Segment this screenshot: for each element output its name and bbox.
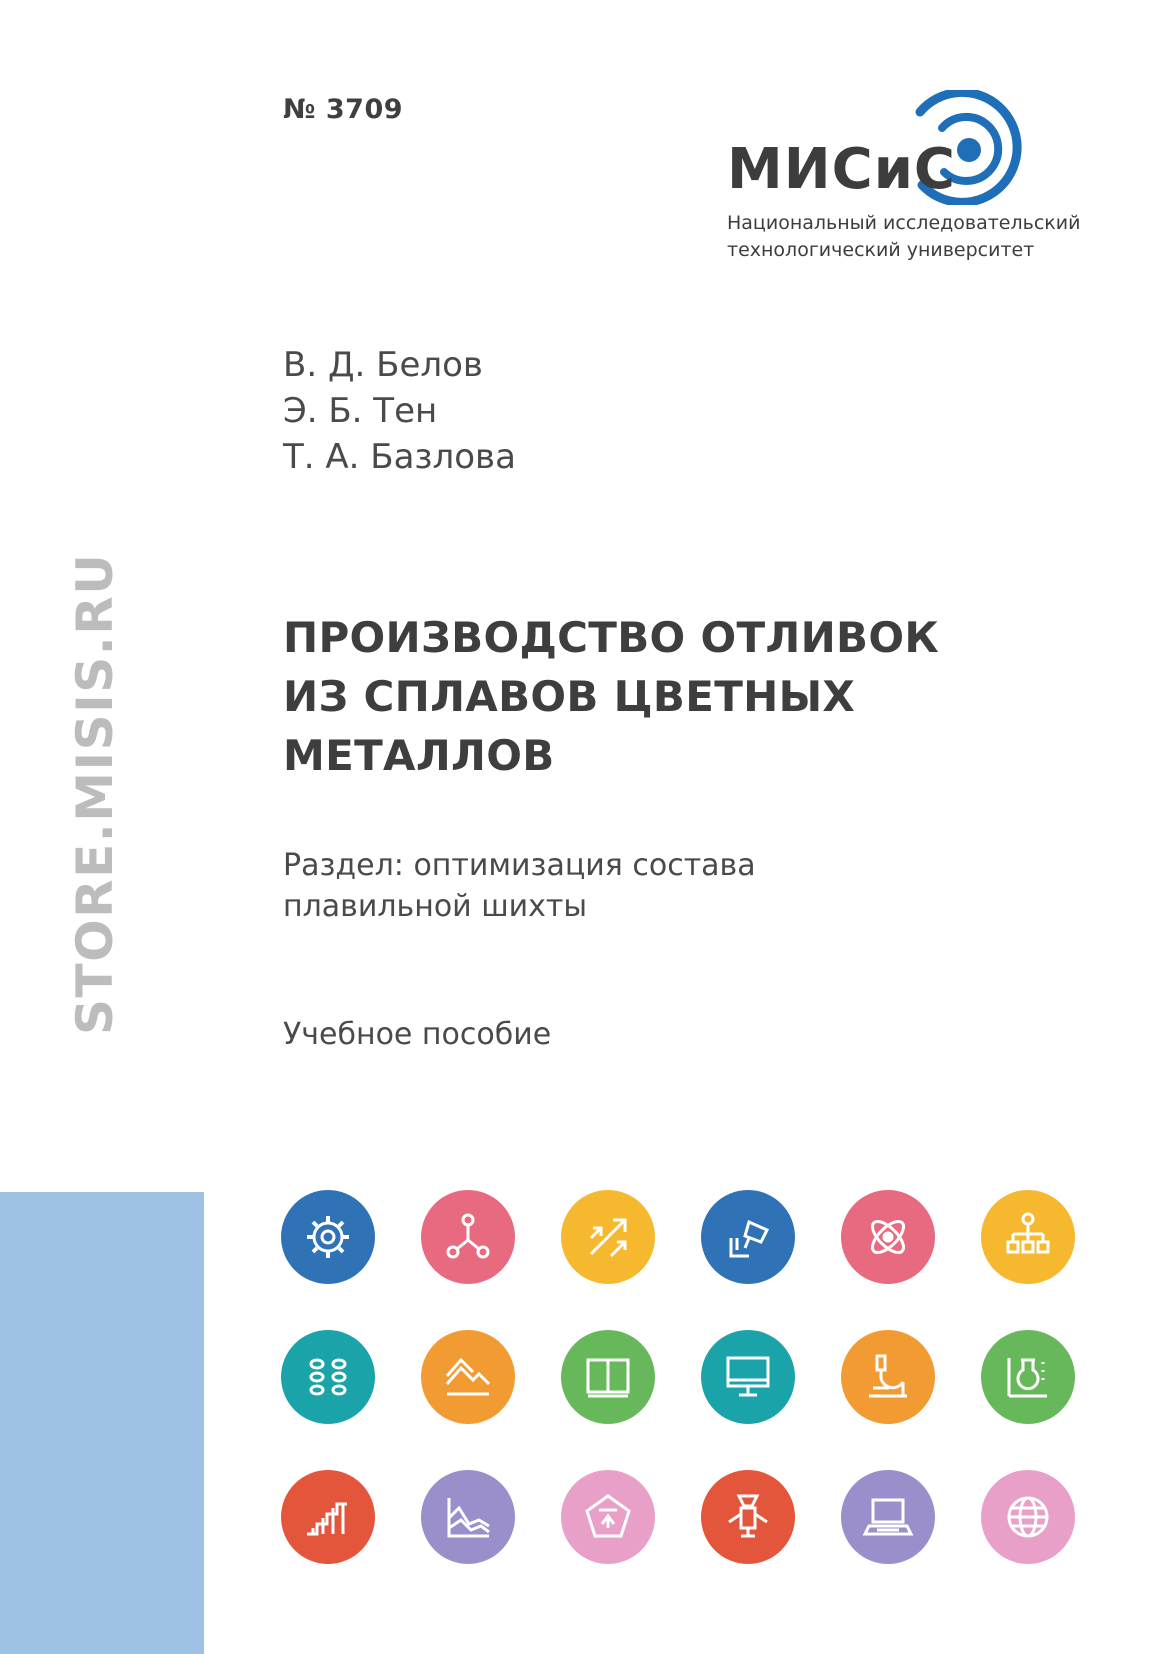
globe-icon <box>981 1470 1075 1564</box>
logo-wordmark: МИСиС <box>727 137 957 202</box>
network-nodes-icon <box>421 1190 515 1284</box>
book-icon <box>561 1330 655 1424</box>
hierarchy-icon <box>981 1190 1075 1284</box>
author: Т. А. Базлова <box>283 437 516 477</box>
author: В. Д. Белов <box>283 345 483 385</box>
flask-icon <box>981 1330 1075 1424</box>
stairs-icon <box>281 1470 375 1564</box>
title-line: МЕТАЛЛОВ <box>283 731 555 780</box>
gear-icon <box>281 1190 375 1284</box>
monitor-icon <box>701 1330 795 1424</box>
logo-subtitle <box>727 210 1080 264</box>
microscope-icon <box>841 1330 935 1424</box>
store-url-vertical: STORE.MISIS.RU <box>66 552 124 1035</box>
issue-number: № 3709 <box>283 94 404 125</box>
line-chart-icon <box>421 1470 515 1564</box>
atom-icon <box>841 1190 935 1284</box>
molecule-grid-icon <box>281 1330 375 1424</box>
logo-subtitle-line1: Национальный исследовательский <box>727 212 1081 234</box>
decorative-blue-bar <box>0 1192 204 1654</box>
university-logo <box>727 90 1097 265</box>
document-type: Учебное пособие <box>283 1017 552 1052</box>
book-subtitle <box>283 845 756 927</box>
title-line: ИЗ СПЛАВОВ ЦВЕТНЫХ <box>283 672 856 721</box>
robot-icon <box>701 1470 795 1564</box>
title-line: ПРОИЗВОДСТВО ОТЛИВОК <box>283 613 939 662</box>
pentagon-icon <box>561 1470 655 1564</box>
logo-subtitle-line2: технологический университет <box>727 239 1035 261</box>
book-title <box>283 608 939 785</box>
author-list <box>283 342 516 480</box>
mountains-icon <box>421 1330 515 1424</box>
subject-icon-grid <box>281 1190 1077 1630</box>
subtitle-line: Раздел: оптимизация состава <box>283 848 756 883</box>
ladle-pour-icon <box>701 1190 795 1284</box>
laptop-icon <box>841 1470 935 1564</box>
arrows-icon <box>561 1190 655 1284</box>
author: Э. Б. Тен <box>283 391 438 431</box>
subtitle-line: плавильной шихты <box>283 889 588 924</box>
